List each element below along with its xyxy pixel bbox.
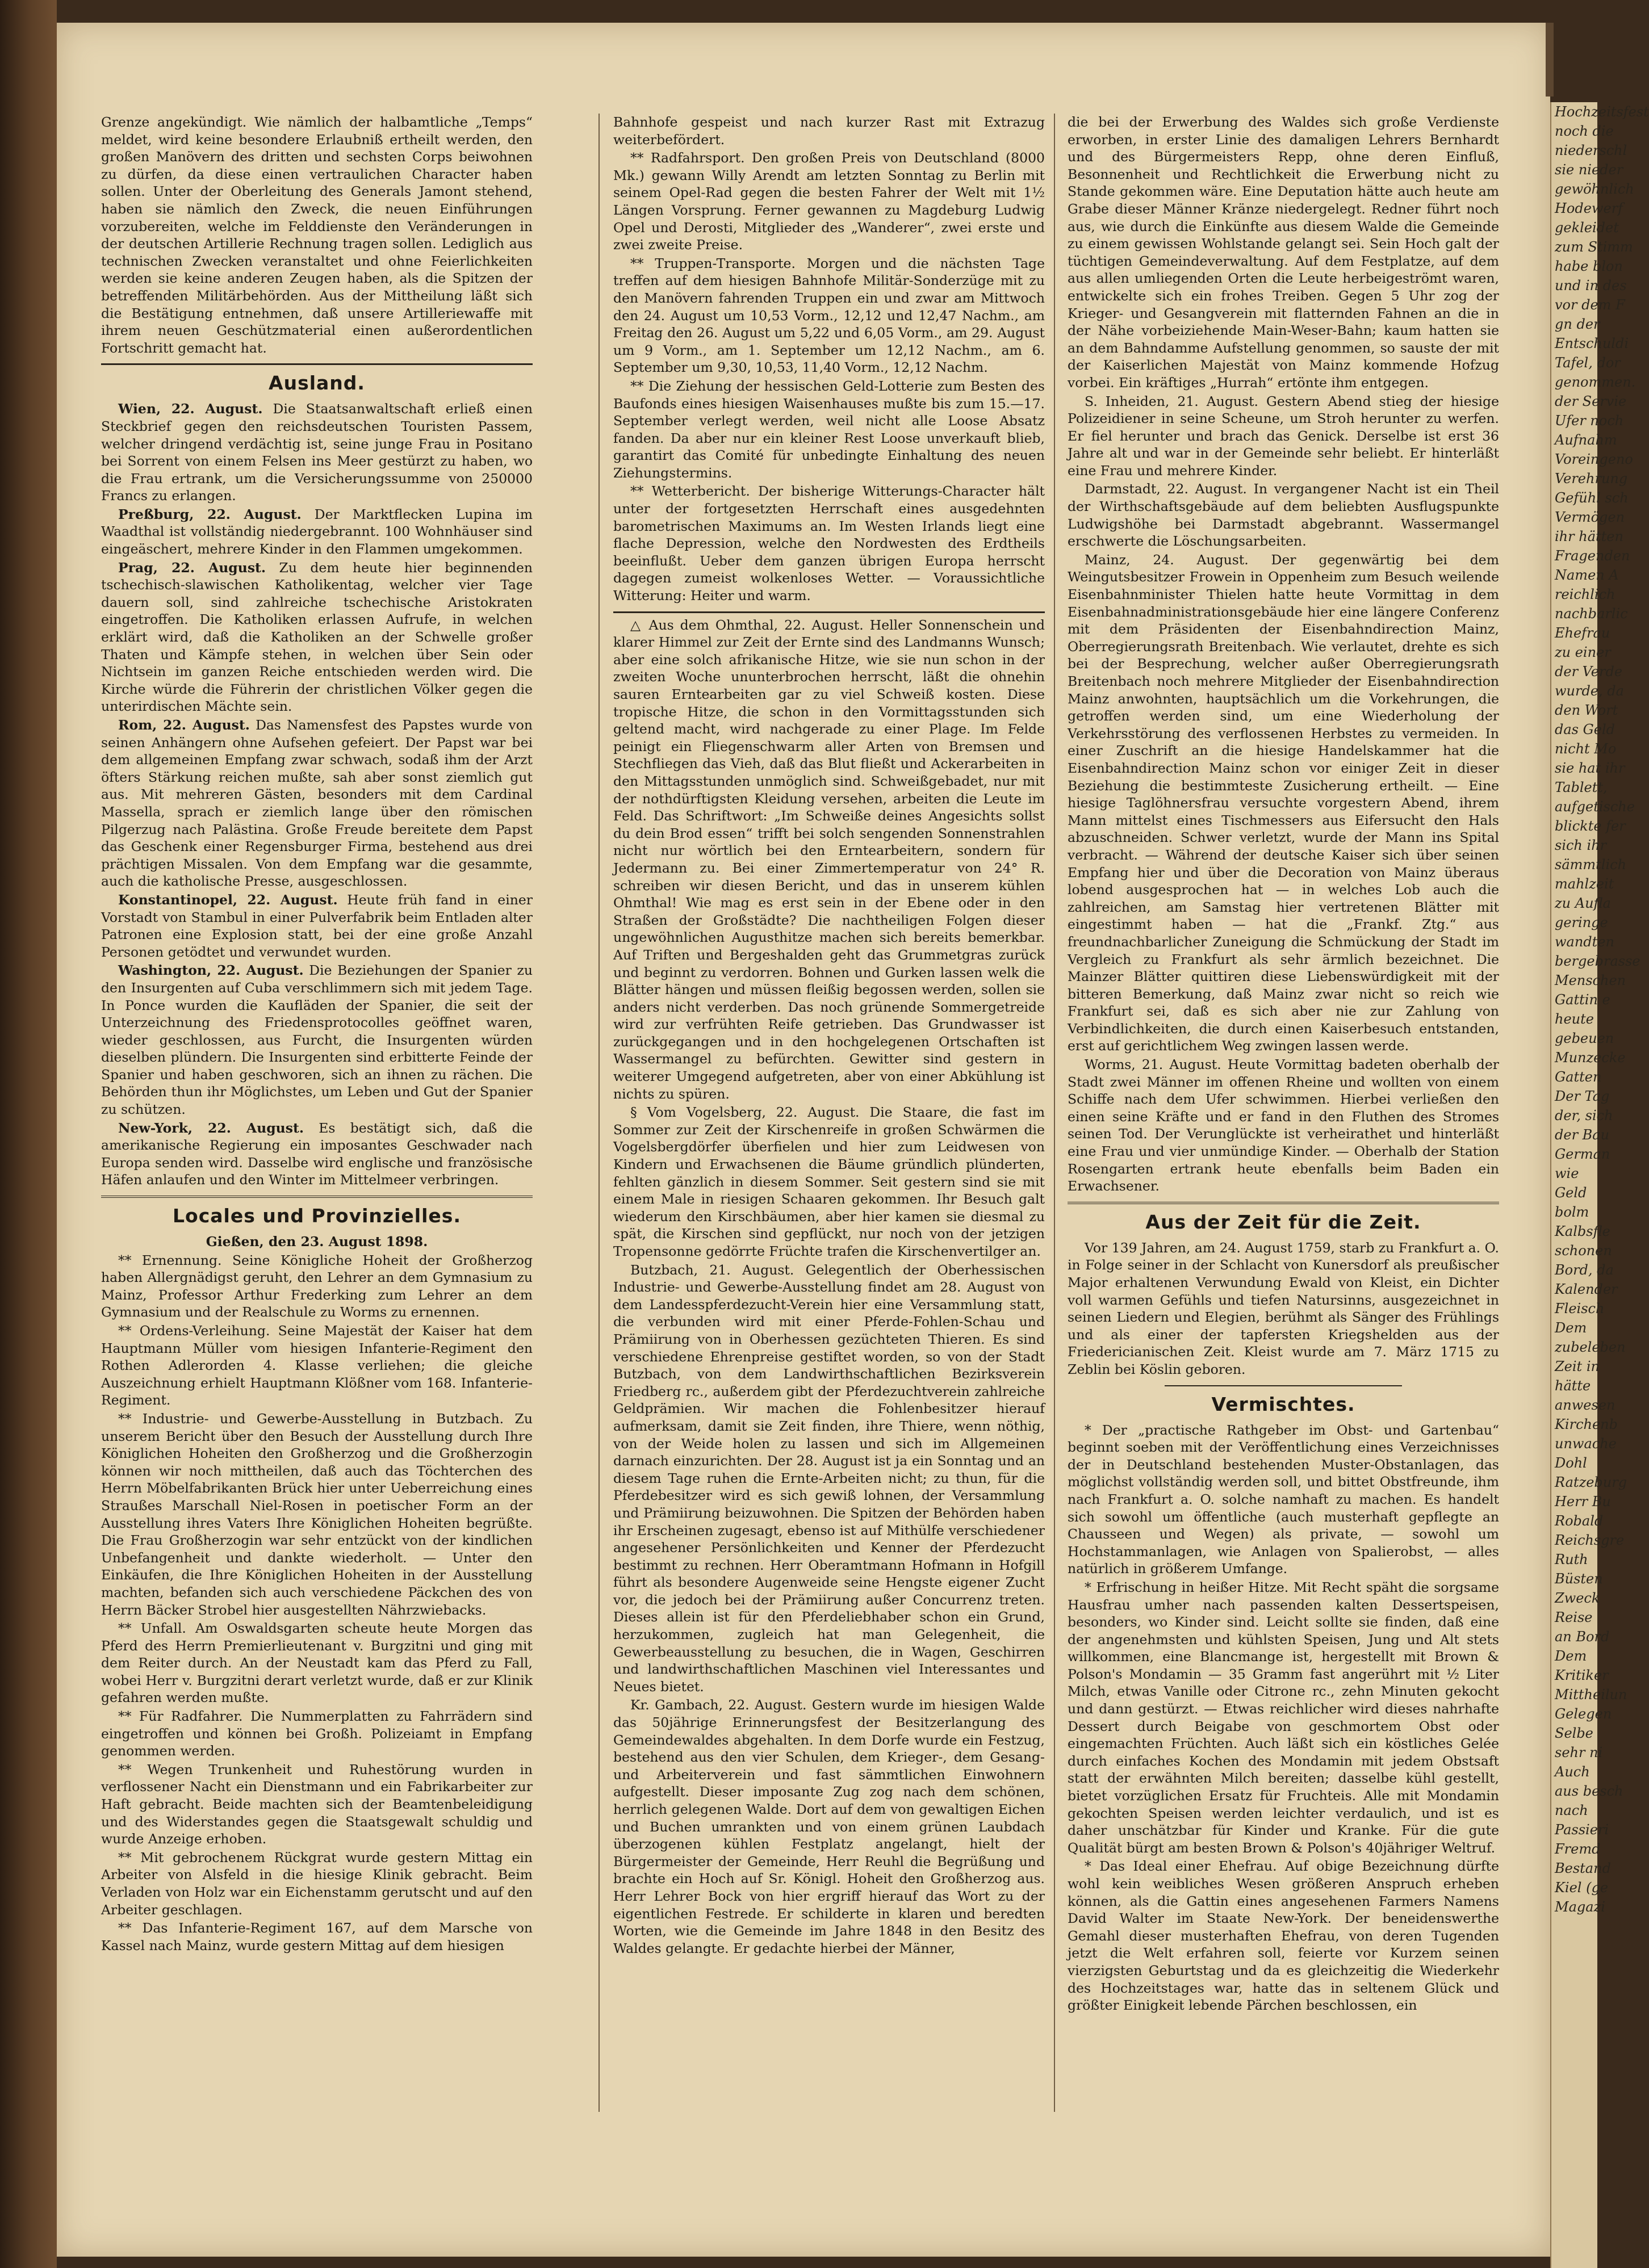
article-continuation: Grenze angekündigt. Wie nämlich der halbamtliche „Temps“ meldet, wird keine besondere Erlaubniß ertheilt werden, den großen Manövern des dritten und sechsten Corps beiwohnen zu dürfen, da diese einen vertraulichen Character haben sollen. Unter der Oberleitung des Generals Jamont stehend, haben sie nämlich den Zweck, die neuen Einführungen vorzubereiten, welche im Felddienste den Veränderungen in der deutschen Artillerie Rechnung tragen sollen. Lediglich aus technischen Zwecken veranstaltet und ohne Feierlichkeiten werden sie keine anderen Zeugen haben, als die Spitzen der betreffenden Militärbehörden. Aus der Mittheilung läßt sich die Bestätigung entnehmen, daß unsere Artilleriewaffe mit ihrem neuen Geschützmaterial einen außerordentlichen Fortschritt gemacht hat. bbox=[101, 114, 533, 356]
article-continuation: die bei der Erwerbung des Waldes sich große Verdienste erworben, in erster Linie des damaligen Lehrers Bernhardt und des Bürgermeisters Repp, ohne deren Einfluß, Besonnenheit und Rechtlichkeit die Erwerbung nicht zu Stande gekommen wäre. Eine Deputation hätte auch heute am Grabe dieser Männer Kränze niedergelegt. Redner führt noch aus, wie durch die Einkünfte aus diesem Walde die Gemeinde zu einem gewissen Wohlstande gelangt sei. Sein Hoch galt der tüchtigen Gemeindeverwaltung. Auf dem Festplatze, auf dem aus allen umliegenden Orten die Leute herbeigeströmt waren, entwickelte sich ein frohes Treiben. Gegen 5 Uhr zog der Krieger- und Gesangverein mit flatternden Fahnen an die in der Nähe vorbeiziehende Main-Weser-Bahn; kaum hatten sie an dem Bahndamme Aufstellung genommen, so sauste der mit der Kaiserlichen Majestät von Mainz kommende Hofzug vorbei. Ein kräftiges „Hurrah“ ertönte ihm entgegen. bbox=[1068, 114, 1499, 391]
news-wetter: ** Wetterbericht. Der bisherige Witterungs-Character hält unter der fortgesetzten Herrschaft eines ausgedehnten barometrischen Maximums an. Im Westen Irlands liegt eine flache Depression, welche den Nordwesten des Erdtheils beeinflußt. Ueber dem ganzen übrigen Europa herrscht dagegen zumeist wolkenloses Wetter. — Voraussichtliche Witterung: Heiter und warm. bbox=[613, 483, 1045, 604]
next-page-fragment: blickte fer bbox=[1555, 818, 1626, 834]
next-page-fragment: Ehefrau bbox=[1555, 625, 1610, 641]
section-rule bbox=[101, 363, 533, 365]
next-page-fragment: Tafel, dor bbox=[1555, 355, 1621, 371]
next-page-fragment: bolm bbox=[1555, 1204, 1589, 1220]
next-page-fragment: Namen A bbox=[1555, 567, 1619, 583]
news-new-york: New-York, 22. August. Es bestätigt sich, daß die amerikanische Regierung ein imposantes Geschwader nach Europa senden wird. Dasselbe wird englische und französische Häfen anlaufen und den Winter im Mittelmeer verbringen. bbox=[101, 1120, 533, 1188]
next-page-fragment: wurde, da bbox=[1555, 683, 1624, 699]
next-page-fragment: sehr ni bbox=[1555, 1745, 1603, 1760]
next-page-fragment: unwache bbox=[1555, 1436, 1617, 1452]
next-page-fragment: ihr hätten bbox=[1555, 529, 1623, 544]
next-page-fragment: Bestand bbox=[1555, 1860, 1611, 1876]
section-heading-zeit: Aus der Zeit für die Zeit. bbox=[1145, 1210, 1421, 1233]
next-page-fragment: der Verde bbox=[1555, 664, 1623, 680]
next-page-fragment: wandten bbox=[1555, 934, 1614, 950]
news-industrie: ** Industrie- und Gewerbe-Ausstellung in Butzbach. Zu unserem Bericht über den Besuch der Ausstellung durch Ihre Königlichen Hoheiten den Großherzog und die Großherzogin können wir noch mittheilen, daß auch das Töchterchen des Herrn Möbelfabrikanten Brück hier unter Ueberreichung eines Straußes Marschall Niel-Rosen in poetischer Form an der Ausstellung ihres Vaters Ihre Königlichen Hoheiten begrüßte. Die Frau Großherzogin war sehr entzückt von der kindlichen Unbefangenheit und dankte wiederholt. — Unter den Einkäufen, die Ihre Königlichen Hoheiten in der Ausstellung machten, befanden sich auch verschiedene Päckchen des von Herrn Bäcker Strobel hier ausgestellten Nährzwiebacks. bbox=[101, 1410, 533, 1618]
news-infanterie: ** Das Infanterie-Regiment 167, auf dem Marsche von Kassel nach Mainz, wurde gestern Mittag auf dem hiesigen bbox=[101, 1920, 533, 1953]
news-mainz: Mainz, 24. August. Der gegenwärtig bei dem Weingutsbesitzer Frowein in Oppenheim zum Besuch weilende Eisenbahnminister Thielen hatte heute Vormittag in dem Eisenbahnadministrationsgebäude hier eine längere Conferenz mit dem Präsidenten der Eisenbahndirection Mainz, Oberregierungsrath Breitenbach. Wie verlautet, drehte es sich bei der Besprechung, welcher außer Oberregierungsrath Breitenbach noch mehrere Mitglieder der Eisenbahndirection Mainz anwohnten, hauptsächlich um die Vorkehrungen, die getroffen werden sind, um eine Wiederholung der Verkehrsstörung des verflossenen Herbstes zu vermeiden. In einer Zuschrift an die hiesige Handelskammer hat die Eisenbahndirection Mainz schon vor einiger Zeit in dieser Beziehung die bestimmteste Zusicherung ertheilt. — Eine hiesige Taglöhnersfrau versuchte vorgestern Abend, ihrem Mann mittelst eines Tischmessers aus Eifersucht den Hals abzuschneiden. Schwer verletzt, wurde der Mann ins Spital verbracht. — Während der deutsche Kaiser sich über seinen Empfang hier und über die Decoration von Mainz überaus lobend ausgesprochen hat — in welches Lob auch die zahlreichen, am Samstag hier vertretenen Blätter mit eingestimmt haben — hat die „Frankf. Ztg.“ aus freundnachbarlicher Zuneigung die Schmückung der Stadt im Vergleich zu Frankfurt als sehr ärmlich bezeichnet. Die Mainzer Blätter quittiren diese Liebenswürdigkeit mit der bitteren Bemerkung, daß Mainz zwar nicht so reich wie Frankfurt sei, daß es sich aber nie zur Zahlung von Verbindlichkeiten, die durch einen Kaiserbesuch entstanden, erst auf gerichtlichem Weg zwingen lassen werde. bbox=[1068, 551, 1499, 1054]
next-page-fragment: nachbarlic bbox=[1555, 606, 1628, 622]
next-page-fragment: sie nieder bbox=[1555, 162, 1623, 178]
next-page-fragment: Fragenden bbox=[1555, 548, 1630, 564]
next-page-fragment: Hodewerf bbox=[1555, 200, 1623, 216]
news-radsport: ** Radfahrsport. Den großen Preis von Deutschland (8000 Mk.) gewann Willy Arendt am letzten Sonntag zu Berlin mit seinem Opel-Rad gegen die besten Fahrer der Welt mit 1½ Längen Vorsprung. Ferner gewannen zu Magdeburg Ludwig Opel und Derosti, Mitglieder des „Wanderer“, zwei erste und zwei zweite Preise. bbox=[613, 150, 1045, 253]
next-page-fragment: noch die bbox=[1555, 123, 1614, 139]
next-page-edge bbox=[1550, 102, 1649, 2268]
news-rueckgrat: ** Mit gebrochenem Rückgrat wurde gestern Mittag ein Arbeiter von Alsfeld in die hiesige Klinik gebracht. Beim Verladen von Holz war ein Eichenstamm gerutscht und auf den Arbeiter geschlagen. bbox=[101, 1849, 533, 1918]
news-worms: Worms, 21. August. Heute Vormittag badeten oberhalb der Stadt zwei Männer im offenen Rheine und wollten von einem Schiffe nach dem Ufer schwimmen. Hierbei verließen den einen seine Kräfte und er fand in den Fluthen des Stromes seinen Tod. Der Verunglückte ist verheirathet und hinterläßt eine Frau und vier unmündige Kinder. — Oberhalb der Station Rosengarten ertrank heute ebenfalls beim Baden ein Erwachsener. bbox=[1068, 1057, 1499, 1194]
next-page-fragment: der Bau bbox=[1555, 1127, 1610, 1143]
next-page-fragment: Robald bbox=[1555, 1513, 1604, 1529]
next-page-fragment: Gatten bbox=[1555, 1069, 1602, 1085]
column-1 bbox=[101, 114, 533, 2101]
next-page-fragment: zu einer bbox=[1555, 644, 1611, 660]
next-page-fragment: Ruth bbox=[1555, 1552, 1588, 1567]
next-page-fragment: German bbox=[1555, 1146, 1610, 1162]
news-pressburg: Preßburg, 22. August. Der Marktflecken Lupina im Waadthal ist vollständig niedergebrannt. 100 Wohnhäuser sind eingeäschert, mehrere Kinder in den Flammen umgekommen. bbox=[101, 506, 533, 557]
news-orden: ** Ordens-Verleihung. Seine Majestät der Kaiser hat dem Hauptmann Müller vom hiesigen Infanterie-Regiment den Rothen Adlerorden 4. Klasse verliehen; die gleiche Auszeichnung erhielt Hauptmann Klößner vom 168. Infanterie-Regiment. bbox=[101, 1323, 533, 1408]
next-page-fragment: aus besch bbox=[1555, 1783, 1623, 1799]
next-page-fragment: und in des bbox=[1555, 278, 1627, 294]
next-page-fragment: zum Stimm bbox=[1555, 239, 1633, 255]
next-page-fragment: sämmtlich bbox=[1555, 857, 1627, 873]
next-page-fragment: reichlich bbox=[1555, 586, 1615, 602]
next-page-fragment: zu Aufla bbox=[1555, 895, 1611, 911]
next-page-fragment: Passieri bbox=[1555, 1822, 1609, 1838]
next-page-fragment: Kritiker bbox=[1555, 1667, 1609, 1683]
book-binding bbox=[0, 0, 57, 2268]
news-lotterie: ** Die Ziehung der hessischen Geld-Lotterie zum Besten des Baufonds eines hiesigen Waisenhauses mußte bis zum 15.—17. September verlegt werden, weil nicht alle Loose Absatz fanden. Da aber nur ein kleiner Rest Loose unverkauft blieb, garantirt das Comité für unbedingte Einhaltung des neuen Ziehungstermins. bbox=[613, 378, 1045, 481]
news-ernennung: ** Ernennung. Seine Königliche Hoheit der Großherzog haben Allergnädigst geruht, den Lehrer an dem Gymnasium zu Mainz, Professor Arthur Frederking zum Lehrer an dem Gymnasium und der Realschule zu Worms zu ernennen. bbox=[101, 1252, 533, 1320]
next-page-fragment: sich ihr bbox=[1555, 837, 1607, 853]
next-page-fragment: niederschl bbox=[1555, 142, 1627, 158]
news-wien: Wien, 22. August. Die Staatsanwaltschaft erließ einen Steckbrief gegen den reichsdeutschen Touristen Passem, welcher dringend verdächtig ist, seine junge Frau in Positano bei Sorrent von einem Felsen ins Meer gestürzt zu haben, wo die Frau ertrank, um die Versicherungssumme von 250000 Francs zu erlangen. bbox=[101, 401, 533, 504]
news-gambach: Kr. Gambach, 22. August. Gestern wurde im hiesigen Walde das 50jährige Erinnerungsfest der Besitzerlangung des Gemeindewaldes abgehalten. In dem Dorfe wurde ein Festzug, bestehend aus den vier Schulen, dem Krieger-, dem Gesang- und Arbeiterverein und fast sämmtlichen Einwohnern aufgestellt. Dieser imposante Zug zog nach dem schönen, herrlich gelegenen Walde. Dort auf dem von gewaltigen Eichen und Buchen umrankten und von einem grünen Laubdach überzogenen kühlen Festplatz angelangt, hielt der Bürgermeister der Gemeinde, Herr Reuhl die Begrüßung und brachte ein Hoch auf Sr. Königl. Hoheit den Großherzog aus. Herr Lehrer Bock von hier ergriff hierauf das Wort zu der eigentlichen Festrede. Er schilderte in klaren und beredten Worten, wie die Gemeinde im Jahre 1848 in den Besitz des Waldes gelangte. Er gedachte hierbei der Männer, bbox=[613, 1697, 1045, 1956]
next-page-fragment: Herr Bu bbox=[1555, 1494, 1611, 1510]
next-page-fragment: Hochzeitsfest bbox=[1555, 104, 1649, 120]
next-page-fragment: Zweck bbox=[1555, 1590, 1600, 1606]
section-heading-vermischtes: Vermischtes. bbox=[1211, 1393, 1355, 1415]
next-page-fragment: Ufer noch bbox=[1555, 413, 1624, 429]
news-ohmthal: △ Aus dem Ohmthal, 22. August. Heller Sonnenschein und klarer Himmel zur Zeit der Ernte sind des Landmanns Wunsch; aber eine solch afrikanische Hitze, wie sie nun schon in der zweiten Woche ununterbrochen herrscht, läßt die ohnehin sauren Erntearbeiten gar zu viel Schweiß kosten. Diese tropische Hitze, die schon in den Vormittagsstunden sich geltend macht, wird nachgerade zu einer Plage. Im Felde peinigt ein Fliegenschwarm aller Arten von Bremsen und Stechfliegen das Vieh, daß das Blut fließt und Ackerarbeiten in den Mittagsstunden unmöglich sind. Schweißgebadet, nur mit der nothdürftigsten Kleidung versehen, arbeiten die Leute im Feld. Das Schriftwort: „Im Schweiße deines Angesichts sollst du dein Brod essen“ trifft bei solch sengenden Sonnenstrahlen nicht nur wörtlich bei den Erntearbeitern, sondern für Jedermann zu. Bei einer Zimmertemperatur von 24° R. schreiben wir diesen Bericht, und das in unserem kühlen Ohmthal! Wie mag es erst sein in der Ebene oder in den Straßen der Großstädte? Die nachtheiligen Folgen dieser ungewöhnlichen Augusthitze machen sich bereits bemerkbar. Auf Triften und Bergeshalden geht das Grummetgras zurück und beginnt zu verdorren. Bohnen und Gurken lassen welk die Blätter hängen und müssen fleißig begossen werden, sollen sie anders nicht verderben. Das noch grünende Sommergetreide wird zur verfrühten Reife getrieben. Das Grundwasser ist zurückgegangen und in den hochgelegenen Ortschaften ist Wassermangel zu befürchten. Gewitter sind gestern in weiterer Umgegend aufgetreten, aber von einer Abkühlung ist nichts zu spüren. bbox=[613, 617, 1045, 1102]
news-darmstadt: Darmstadt, 22. August. In vergangener Nacht ist ein Theil der Wirthschaftsgebäude auf dem beliebten Ausflugspunkte Ludwigshöhe bei Darmstadt abgebrannt. Wassermangel erschwerte die Löschungsarbeiten. bbox=[1068, 481, 1499, 550]
next-page-fragment: den Wort bbox=[1555, 702, 1618, 718]
next-page-fragment: der Servie bbox=[1555, 393, 1627, 409]
next-page-fragment: Auch bbox=[1555, 1764, 1590, 1780]
news-hitze: * Erfrischung in heißer Hitze. Mit Recht späht die sorgsame Hausfrau umher nach passenden kalten Dessertspeisen, besonders, wo Kinder sind. Leicht sollte sie finden, daß eine der angenehmsten und kühlsten Speisen, Jung und Alt stets willkommen, eine Blancmange ist, hergestellt mit Brown & Polson's Mondamin — 35 Gramm fast angerührt mit ½ Liter Milch, etwas Vanille oder Citrone rc., zehn Minuten gekocht und dann gestürzt. — Etwas reichlicher wird dieses nahrhafte Dessert durch Beigabe von geschmortem Obst oder eingemachten Früchten. Auch läßt sich ein köstliches Gelée durch einfaches Kochen des Mondamin mit jedem Obstsaft statt der erwähnten Milch bereiten; dasselbe kühl gestellt, bietet vorzüglichen Ersatz für Fruchteis. Alle mit Mondamin gekochten Speisen werden leichter verdaulich, und ist es daher unschätzbar für Kinder und Kranke. Für die gute Qualität bürgt am besten Brown & Polson's 40jähriger Weltruf. bbox=[1068, 1579, 1499, 1856]
section-rule bbox=[101, 1196, 533, 1198]
next-page-fragment: Reichsgre bbox=[1555, 1532, 1625, 1548]
next-page-fragment: Fremd bbox=[1555, 1841, 1601, 1857]
news-prag: Prag, 22. August. Zu dem heute hier beginnenden tschechisch-slawischen Katholikentag, welcher vier Tage dauern soll, sind zahlreiche tschechische Aristokraten eingetroffen. Die Katholiken erlassen Aufrufe, in welchen erklärt wird, daß die Katholiken an der Schwelle großer Thaten und Kämpfe stehen, in welchen über Sein oder Nichtsein im ganzen Reiche entschieden werden wird. Die Kirche würde die Führerin der christlichen Völker gegen die unterirdischen Mächte sein. bbox=[101, 559, 533, 715]
news-konstantinopel: Konstantinopel, 22. August. Heute früh fand in einer Vorstadt von Stambul in einer Pulverfabrik beim Entladen alter Patronen eine Explosion statt, bei der eine große Anzahl Personen getödtet und verwundet wurden. bbox=[101, 891, 533, 960]
next-page-fragment: gebeuen bbox=[1555, 1030, 1614, 1046]
next-page-fragment: schonen bbox=[1555, 1243, 1612, 1259]
page-edge bbox=[1546, 23, 1554, 97]
next-page-fragment: gn der bbox=[1555, 316, 1600, 332]
next-page-fragment: zubeleben bbox=[1555, 1339, 1626, 1355]
section-heading-locales: Locales und Provinzielles. bbox=[173, 1205, 461, 1227]
next-page-fragment: Voreingeno bbox=[1555, 451, 1633, 467]
next-page-fragment: genommen. bbox=[1555, 374, 1636, 390]
section-rule bbox=[1165, 1385, 1402, 1386]
next-page-fragment: Menschen bbox=[1555, 972, 1626, 988]
next-page-fragment: Entschuldi bbox=[1555, 336, 1629, 351]
section-heading-ausland: Ausland. bbox=[269, 372, 365, 395]
next-page-fragment: habe blon bbox=[1555, 258, 1623, 274]
next-page-fragment: nach bbox=[1555, 1802, 1588, 1818]
next-page-fragment: aufgetische bbox=[1555, 799, 1635, 815]
next-page-fragment: Ratzeburg bbox=[1555, 1474, 1627, 1490]
column-2 bbox=[613, 114, 1045, 2101]
column-3 bbox=[1068, 114, 1499, 2101]
section-rule bbox=[1068, 1202, 1499, 1204]
next-page-fragment: gewöhnlich bbox=[1555, 181, 1634, 197]
next-page-fragment: Kalender bbox=[1555, 1281, 1618, 1297]
next-page-fragment: Munzecke bbox=[1555, 1050, 1626, 1066]
news-rathgeber: * Der „practische Rathgeber im Obst- und Gartenbau“ beginnt soeben mit der Veröffentlichung eines Verzeichnisses der in Deutschland bestehenden Muster-Obstanlagen, das möglichst vollständig werden soll, und bittet Obstfreunde, ihm nach Frankfurt a. O. solche namhaft zu machen. Es handelt sich sowohl um öffentliche (auch musterhaft gepflegte an Chausseen und Wegen) als private, — sowohl um Hochstammanlagen, wie Anlagen von Spalierobst, — alles natürlich in größerem Umfange. bbox=[1068, 1422, 1499, 1577]
next-page-fragment: heute bbox=[1555, 1011, 1594, 1027]
next-page-fragment: hätte bbox=[1555, 1378, 1591, 1394]
next-page-fragment: der, sich bbox=[1555, 1108, 1613, 1123]
next-page-fragment: sie hat ihr bbox=[1555, 760, 1625, 776]
news-trunkenheit: ** Wegen Trunkenheit und Ruhestörung wurden in verflossener Nacht ein Dienstmann und ein Fabrikarbeiter zur Haft gebracht. Beide machten sich der Beamtenbeleidigung und des Widerstandes gegen die Staatsgewalt schuldig und wurde Anzeige erhoben. bbox=[101, 1761, 533, 1847]
next-page-fragment: vor dem F bbox=[1555, 297, 1625, 313]
next-page-fragment: Selbe bbox=[1555, 1725, 1593, 1741]
next-page-fragment: Kirchenb bbox=[1555, 1416, 1618, 1432]
next-page-fragment: anwesen bbox=[1555, 1397, 1615, 1413]
news-vogelsberg: § Vom Vogelsberg, 22. August. Die Staare, die fast im Sommer zur Zeit der Kirschenreife in großen Schwärmen die Vogelsbergdörfer überfielen und hier zum Leidwesen von Kindern und Erwachsenen die Bäume gründlich plünderten, fehlten gänzlich in diesem Sommer. Seit gestern sind sie mit einem Male in riesigen Schaaren gekommen. Ihr Besuch galt wiederum den Kirschbäumen, aber hier kamen sie diesmal zu spät, die Kirschen sind gepflückt, nur noch von der jetzigen Tropensonne gedörrte Früchte trafen die Kirschenvertilger an. bbox=[613, 1104, 1045, 1259]
news-truppen: ** Truppen-Transporte. Morgen und die nächsten Tage treffen auf dem hiesigen Bahnhofe Militär-Sonderzüge mit zu den Manövern fahrenden Truppen ein und zwar am Mittwoch den 24. August um 10,53 Vorm., 12,12 und 12,47 Nachm., am Freitag den 26. August um 5,22 und 6,05 Vorm., am 29. August um 9 Vorm., am 1. September um 12,12 Nachm., am 6. September um 9,30, 10,53, 11,40 Vorm., 12,12 Nachm. bbox=[613, 255, 1045, 376]
next-page-fragment: Vermögen bbox=[1555, 509, 1625, 525]
next-page-fragment: Der Tag bbox=[1555, 1088, 1610, 1104]
next-page-fragment: Mittheilun bbox=[1555, 1687, 1627, 1703]
next-page-fragment: nicht Mo bbox=[1555, 741, 1617, 757]
next-page-fragment: Dohl bbox=[1555, 1455, 1587, 1471]
next-page-fragment: das Geld bbox=[1555, 722, 1615, 737]
next-page-fragment: Aufnahm bbox=[1555, 432, 1617, 448]
next-page-fragment: Dem bbox=[1555, 1648, 1587, 1664]
next-page-fragment: Magazi bbox=[1555, 1899, 1605, 1915]
column-rule bbox=[1054, 114, 1055, 2112]
next-page-fragment: Gefühl sch bbox=[1555, 490, 1629, 506]
next-page-fragment: Büsten bbox=[1555, 1571, 1603, 1587]
next-page-fragment: wie bbox=[1555, 1166, 1579, 1181]
news-butzbach: Butzbach, 21. August. Gelegentlich der Oberhessischen Industrie- und Gewerbe-Ausstellung findet am 28. August von dem Landesspferdezucht-Verein hier eine Versammlung statt, die verbunden wird mit einer Pferde-Fohlen-Schau und Prämiirung von in Oberhessen gezüchteten Thieren. Es sind verschiedene Ehrenpreise gestiftet worden, so von der Stadt Butzbach, von dem Landwirthschaftlichen Bezirksverein Friedberg rc., außerdem gibt der Pferdezuchtverein zahlreiche Geldprämien. Wir machen die Fohlenbesitzer hierauf aufmerksam, damit sie Zeit finden, ihre Thiere, wenn nöthig, von der Weide holen zu lassen und sich im Allgemeinen darnach einzurichten. Der 28. August ist ja ein Sonntag und an diesem Tage ruhen die Ernte-Arbeiten nicht; zu thun, für die Pferdebesitzer wird es sich gewiß lohnen, der Versammlung und Prämiirung beizuwohnen. Die Spitzen der Behörden haben ihr Erscheinen zugesagt, ebenso ist auf Mithülfe verschiedener angesehener Persönlichkeiten und Kenner der Pferdezucht bestimmt zu rechnen. Herr Oberamtmann Hofmann in Hofgill führt als besondere Augenweide seine Hengste eigener Zucht vor, die jedoch bei der Prämiirung außer Concurrenz treten. Dieses allein ist für den Pferdeliebhaber schon ein Grund, herzukommen, zugleich hat man Gelegenheit, die Gewerbeausstellung zu besuchen, die in Wagen, Geschirren und landwirthschaftlichen Maschinen viel Interessantes und Neues bietet. bbox=[613, 1261, 1045, 1695]
next-page-fragment: Verehrung bbox=[1555, 471, 1628, 487]
next-page-fragment: Tablett, bbox=[1555, 779, 1608, 795]
next-page-fragment: Geld bbox=[1555, 1185, 1587, 1201]
next-page-fragment: Fleisch bbox=[1555, 1301, 1605, 1317]
next-page-fragment: Reise bbox=[1555, 1609, 1593, 1625]
next-page-fragment: Kalbsfle bbox=[1555, 1223, 1610, 1239]
next-page-fragment: mahlzeit bbox=[1555, 876, 1614, 892]
next-page-fragment: bergebrasse bbox=[1555, 953, 1640, 969]
next-page-fragment: Dem bbox=[1555, 1320, 1587, 1336]
news-unfall: ** Unfall. Am Oswaldsgarten scheute heute Morgen das Pferd des Herrn Premierlieutenant v. Burgzitni und ging mit dem Reiter durch. An der Neustadt kam das Pferd zu Fall, wobei Herr v. Burgzitni derart verletzt wurde, daß er zur Klinik gefahren werden mußte. bbox=[101, 1620, 533, 1706]
next-page-fragment: Gelegen bbox=[1555, 1706, 1612, 1722]
dateline: Gießen, den 23. August 1898. bbox=[206, 1234, 428, 1250]
next-page-fragment: an Bord bbox=[1555, 1629, 1610, 1645]
news-zeit: Vor 139 Jahren, am 24. August 1759, starb zu Frankfurt a. O. in Folge seiner in der Schlacht von Kunersdorf als preußischer Major erhaltenen Verwundung Ewald von Kleist, ein Dichter voll warmen Gefühls und tiefen Natursinns, ausgezeichnet in seinen Liedern und Elegien, berühmt als Sänger des Frühlings und als einer der tapfersten Kriegshelden aus der Friedericianischen Zeit. Kleist wurde am 7. März 1715 zu Zeblin bei Köslin geboren. bbox=[1068, 1239, 1499, 1377]
next-page-fragment: Kiel (ge bbox=[1555, 1880, 1609, 1896]
news-washington: Washington, 22. August. Die Beziehungen der Spanier zu den Insurgenten auf Cuba verschlimmern sich mit jedem Tage. In Ponce wurden die Kaufläden der Spanier, die seit der Unterzeichnung des Friedensprotocolles geöffnet waren, wieder geschlossen, aus Furcht, die Insurgenten würden dieselben plündern. Die Insurgenten sind erbitterte Feinde der Spanier und haben geschworen, sich an ihnen zu rächen. Die Behörden thun ihr Möglichstes, um Leben und Gut der Spanier zu schützen. bbox=[101, 962, 533, 1118]
next-page-fragment: Bord, da bbox=[1555, 1262, 1614, 1278]
next-page-fragment: gekleidet bbox=[1555, 220, 1619, 236]
news-inheiden: S. Inheiden, 21. August. Gestern Abend stieg der hiesige Polizeidiener in seine Scheune, um Stroh herunter zu werfen. Er fiel herunter und brach das Genick. Derselbe ist erst 36 Jahre alt und war in der Gemeinde sehr beliebt. Er hinterläßt eine Frau und mehrere Kinder. bbox=[1068, 393, 1499, 479]
section-rule bbox=[613, 611, 1045, 613]
article-continuation: Bahnhofe gespeist und nach kurzer Rast mit Extrazug weiterbefördert. bbox=[613, 114, 1045, 148]
column-rule bbox=[599, 114, 600, 2112]
news-rom: Rom, 22. August. Das Namensfest des Papstes wurde von seinen Anhängern ohne Aufsehen gefeiert. Der Papst war bei dem allgemeinen Empfang zwar schwach, sodaß ihm der Arzt öfters Stärkung reichen mußte, sah aber sonst ziemlich gut aus. Mit mehreren Gästen, besonders mit dem Cardinal Massella, sprach er ziemlich lange über den römischen Pilgerzug nach Palästina. Große Freude bereitete dem Papst das Geschenk einer Regensburger Firma, bestehend aus drei prächtigen Missalen. Von dem Empfang war die gesammte, auch die katholische Presse, ausgeschlossen. bbox=[101, 717, 533, 890]
next-page-fragment: Gattin e bbox=[1555, 992, 1610, 1008]
news-ideal: * Das Ideal einer Ehefrau. Auf obige Bezeichnung dürfte wohl kein weibliches Wesen größeren Anspruch erheben können, als die Gattin eines angesehenen Farmers Namens David Walter im Staate New-York. Der beneidenswerthe Gemahl dieser musterhaften Ehefrau, von deren Tugenden jetzt die Welt erfahren soll, feierte vor Kurzem seinen vierzigsten Geburtstag und da es gleichzeitig die Wiederkehr des Hochzeitstages war, hatte das in seltenem Glück und größter Einigkeit lebende Pärchen beschlossen, ein bbox=[1068, 1858, 1499, 2014]
next-page-fragment: Zeit in bbox=[1555, 1359, 1600, 1374]
next-page-fragment: geringe bbox=[1555, 915, 1608, 930]
news-radfahrer: ** Für Radfahrer. Die Nummerplatten zu Fahrrädern sind eingetroffen und können bei Großh. Polizeiamt in Empfang genommen werden. bbox=[101, 1708, 533, 1759]
